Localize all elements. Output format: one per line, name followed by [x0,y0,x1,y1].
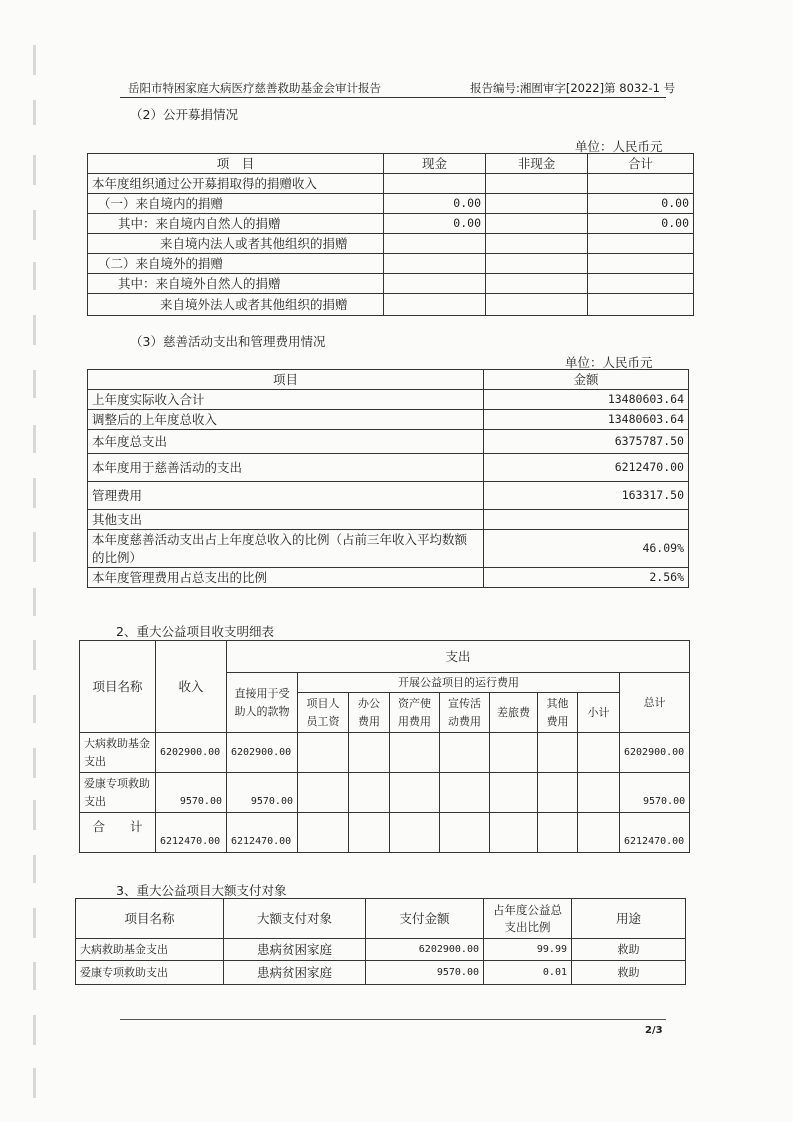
cash-cell [384,294,486,316]
amount-cell: 9570.00 [366,961,484,985]
row-label: 本年度总支出 [88,430,484,454]
total-label: 合 计 [80,813,156,853]
income-cell: 6202900.00 [156,733,227,773]
row-label: 本年度慈善活动支出占上年度总收入的比例（占前三年收入平均数额的比例） [88,530,484,568]
total-cell [588,274,694,294]
header-project: 项目名称 [80,641,156,733]
header-item: 项 目 [88,154,384,174]
table-row [88,174,694,194]
noncash-cell [486,274,588,294]
header-amount: 金额 [484,370,689,390]
total-cell: 0.00 [588,194,694,214]
big-payments-title: 3、重大公益项目大额支付对象 [116,883,287,898]
noncash-cell [486,214,588,234]
cash-cell: 0.00 [384,194,486,214]
footer-divider [120,1019,666,1020]
header-expense: 支出 [227,641,690,673]
table-row [88,390,689,410]
amount-cell [484,510,689,530]
amount-cell: 46.09% [484,530,689,568]
cash-cell [384,234,486,254]
table-header-row [88,154,694,174]
header-staff: 项目人员工资 [298,693,349,733]
header-amount: 支付金额 [366,899,484,939]
table-row [88,454,689,482]
amount-cell: 163317.50 [484,482,689,510]
table-row [80,773,690,813]
row-label: （一）来自境内的捐赠 [88,194,384,214]
ratio-cell: 0.01 [484,961,572,985]
header-item: 项目 [88,370,484,390]
header-cash: 现金 [384,154,486,174]
row-label: 本年度组织通过公开募捐取得的捐赠收入 [88,174,384,194]
header-project: 项目名称 [76,899,224,939]
unit-label: 单位：人民币元 [565,355,653,370]
amount-cell: 6202900.00 [366,939,484,961]
table-row [80,813,690,853]
header-noncash: 非现金 [486,154,588,174]
direct-cell: 9570.00 [227,773,298,813]
direct-cell: 6202900.00 [227,733,298,773]
table-row [80,733,690,773]
noncash-cell [486,294,588,316]
public-fundraising-table [87,153,694,316]
page-number: 2/3 [645,1025,663,1036]
total-cell: 9570.00 [620,773,690,813]
header-ratio: 占年度公益总支出比例 [484,899,572,939]
table-row [88,568,689,588]
table-row [88,510,689,530]
header-target: 大额支付对象 [224,899,366,939]
total-cell: 6212470.00 [620,813,690,853]
unit-label: 单位：人民币元 [575,139,663,154]
total-cell [588,294,694,316]
table-row [76,939,686,961]
header-subtotal: 小计 [578,693,620,733]
header-usage: 用途 [572,899,686,939]
table-row [88,294,694,316]
header-asset: 资产使用费用 [390,693,440,733]
total-cell: 6202900.00 [620,733,690,773]
row-label: 其中：来自境内自然人的捐赠 [88,214,384,234]
noncash-cell [486,254,588,274]
row-label: 本年度管理费用占总支出的比例 [88,568,484,588]
table-row [88,234,694,254]
table-header-row [76,899,686,939]
header-ops: 开展公益项目的运行费用 [298,673,620,693]
report-number: 报告编号:湘囿审字[2022]第 8032-1 号 [470,81,676,95]
total-cell [588,174,694,194]
table-row [88,194,694,214]
total-cell: 0.00 [588,214,694,234]
project-name: 爱康专项救助支出 [80,773,156,813]
noncash-cell [486,234,588,254]
amount-cell: 2.56% [484,568,689,588]
header-promo: 宣传活动费用 [440,693,490,733]
amount-cell: 6375787.50 [484,430,689,454]
header-other: 其他费用 [538,693,578,733]
row-label: 其中：来自境外自然人的捐赠 [88,274,384,294]
target-cell: 患病贫困家庭 [224,939,366,961]
amount-cell: 13480603.64 [484,410,689,430]
project-name: 爱康专项救助支出 [76,961,224,985]
amount-cell: 13480603.64 [484,390,689,410]
table-row [76,961,686,985]
usage-cell: 救助 [572,961,686,985]
noncash-cell [486,194,588,214]
header-travel: 差旅费 [490,693,538,733]
total-cell [588,234,694,254]
report-title: 岳阳市特困家庭大病医疗慈善救助基金会审计报告 [128,81,381,95]
row-label: 来自境外法人或者其他组织的捐赠 [88,294,384,316]
big-payments-table [75,898,686,985]
ratio-cell: 99.99 [484,939,572,961]
major-projects-title: 2、重大公益项目收支明细表 [116,624,274,639]
income-cell: 9570.00 [156,773,227,813]
charity-expense-table [87,369,689,588]
header-total: 合计 [588,154,694,174]
header-divider [120,97,666,98]
row-label: 本年度用于慈善活动的支出 [88,454,484,482]
table-row [88,254,694,274]
row-label: 管理费用 [88,482,484,510]
row-label: （二）来自境外的捐赠 [88,254,384,274]
total-cell [588,254,694,274]
table-row [88,530,689,568]
target-cell: 患病贫困家庭 [224,961,366,985]
header-office: 办公费用 [349,693,390,733]
charity-expense-title: （3）慈善活动支出和管理费用情况 [130,334,326,349]
amount-cell: 6212470.00 [484,454,689,482]
cash-cell: 0.00 [384,214,486,234]
table-row [88,410,689,430]
project-name: 大病救助基金支出 [76,939,224,961]
public-fundraising-title: （2）公开募捐情况 [130,107,238,122]
row-label: 上年度实际收入合计 [88,390,484,410]
income-cell: 6212470.00 [156,813,227,853]
cash-cell [384,174,486,194]
cash-cell [384,254,486,274]
table-row [88,482,689,510]
project-name: 大病救助基金支出 [80,733,156,773]
row-label: 来自境内法人或者其他组织的捐赠 [88,234,384,254]
table-row [88,214,694,234]
major-projects-table [79,640,690,853]
usage-cell: 救助 [572,939,686,961]
cash-cell [384,274,486,294]
header-direct: 直接用于受助人的款物 [227,673,298,733]
table-row [88,430,689,454]
noncash-cell [486,174,588,194]
header-total: 总计 [620,673,690,733]
row-label: 其他支出 [88,510,484,530]
direct-cell: 6212470.00 [227,813,298,853]
header-row-1 [80,641,690,673]
row-label: 调整后的上年度总收入 [88,410,484,430]
header-income: 收入 [156,641,227,733]
table-row [88,274,694,294]
table-header-row [88,370,689,390]
